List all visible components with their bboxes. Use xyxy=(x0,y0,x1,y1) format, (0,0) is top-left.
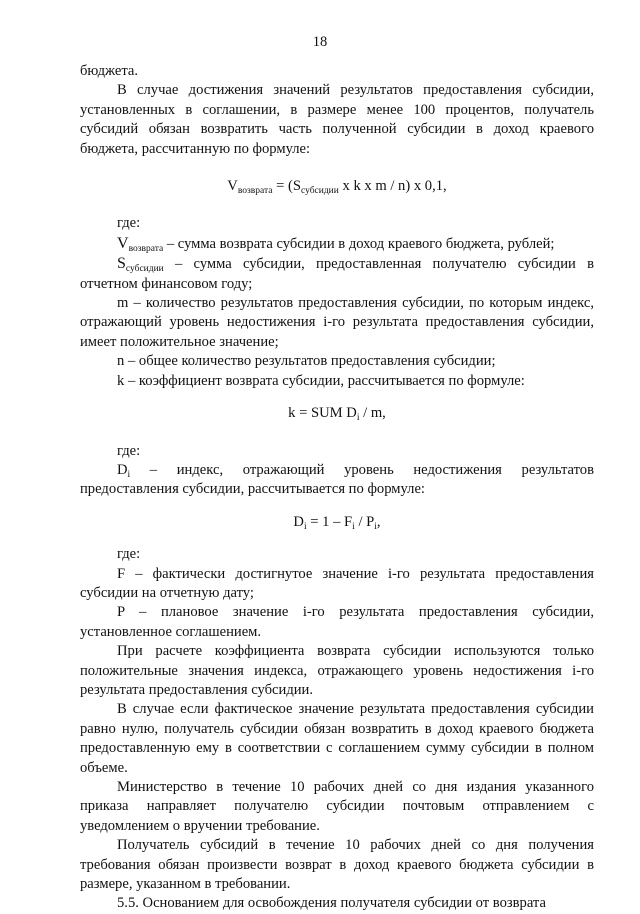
page-number: 18 xyxy=(312,34,328,50)
formula-k xyxy=(80,404,594,423)
where-label-1: где: xyxy=(117,215,141,232)
where-label-2: где: xyxy=(117,442,141,459)
formula-return-amount xyxy=(80,177,594,196)
formula-v-symbol: V xyxy=(227,178,238,195)
formula-tail: x k x m / n) x 0,1, xyxy=(338,178,447,195)
paragraph-positive-values: При расчете коэффициента возврата субсидии используются только положительные значения индекса, отражающего уровень недостижения i-го результата предоставления субсидии. xyxy=(80,643,594,698)
definition-d-text: – индекс, отражающий уровень недостижения результатов предоставления субсидии, рассчитывается по формуле: xyxy=(80,461,594,498)
definition-p: P – плановое значение i-го результата предоставления субсидии, установленное соглашением. xyxy=(80,604,594,640)
paragraph-recipient: Получатель субсидий в течение 10 рабочих дней со дня получения требования обязан произвести возврат в доход краевого бюджета субсидии в размере, указанном в требовании. xyxy=(80,837,594,893)
symbol-d-subscript: i xyxy=(127,469,131,480)
symbol-d: D xyxy=(117,461,128,478)
definition-f: F – фактически достигнутое значение i-го результата предоставления субсидии на отчетную дату; xyxy=(80,565,594,601)
formula-d-head: D xyxy=(293,513,304,530)
symbol-v-subscript: возврата xyxy=(128,243,164,254)
symbol-v: V xyxy=(117,234,129,252)
definition-s-text: – сумма субсидии, предоставленная получателю субсидии в отчетном финансовом году; xyxy=(80,256,594,292)
definition-v-text: – сумма возврата субсидии в доход краевого бюджета, рублей; xyxy=(163,235,555,252)
definition-n: n – общее количество результатов предоставления субсидии; xyxy=(117,353,496,370)
definition-d xyxy=(80,461,594,500)
symbol-s-subscript: субсидии xyxy=(125,264,164,275)
formula-v-subscript: возврата xyxy=(237,186,273,197)
formula-d-sub3: i xyxy=(374,521,377,532)
definition-k: k – коэффициент возврата субсидии, рассчитывается по формуле: xyxy=(117,372,525,389)
formula-s-subscript: субсидии xyxy=(300,186,339,197)
definition-m: m – количество результатов предоставления субсидии, по которым индекс, отражающий уровень недостижения i-го результата предоставления субсидии, имеет положительное значение; xyxy=(80,295,594,350)
formula-k-tail: / m, xyxy=(359,405,386,422)
formula-d xyxy=(80,513,594,532)
paragraph-zero-result: В случае если фактическое значение результата предоставления субсидии равно нулю, получатель субсидии обязан возвратить в доход краевого бюджета предоставленную ему в соответствии с соглашением сумму субсидии в полном объеме. xyxy=(80,701,594,776)
paragraph-5-5: 5.5. Основанием для освобождения получателя субсидии от возврата xyxy=(117,895,546,912)
formula-k-subscript: i xyxy=(356,413,360,424)
formula-d-sub2: i xyxy=(352,521,355,532)
definition-s xyxy=(80,254,594,294)
paragraph-intro: бюджета. xyxy=(80,63,139,79)
document-body xyxy=(80,62,594,914)
paragraph-return-case: В случае достижения значений результатов предоставления субсидии, установленных в соглашении, в размере менее 100 процентов, получатель субсидий обязан возвратить часть полученной субсидии в доход краевого бюджета, рассчитанную по формуле: xyxy=(80,82,594,157)
formula-d-mid: = 1 – F xyxy=(306,513,353,530)
formula-d-tail: , xyxy=(376,513,381,530)
formula-d-sub1: i xyxy=(303,521,307,532)
formula-mid: = (S xyxy=(272,178,301,195)
symbol-s: S xyxy=(117,255,126,273)
paragraph-ministry: Министерство в течение 10 рабочих дней со дня издания указанного приказа направляет получателю субсидии почтовым отправлением с уведомлением о вручении требование. xyxy=(80,779,594,834)
formula-d-mid2: / P xyxy=(354,513,375,530)
formula-k-head: k = SUM D xyxy=(288,405,357,422)
where-label-3: где: xyxy=(117,546,141,563)
definition-v xyxy=(80,234,594,254)
